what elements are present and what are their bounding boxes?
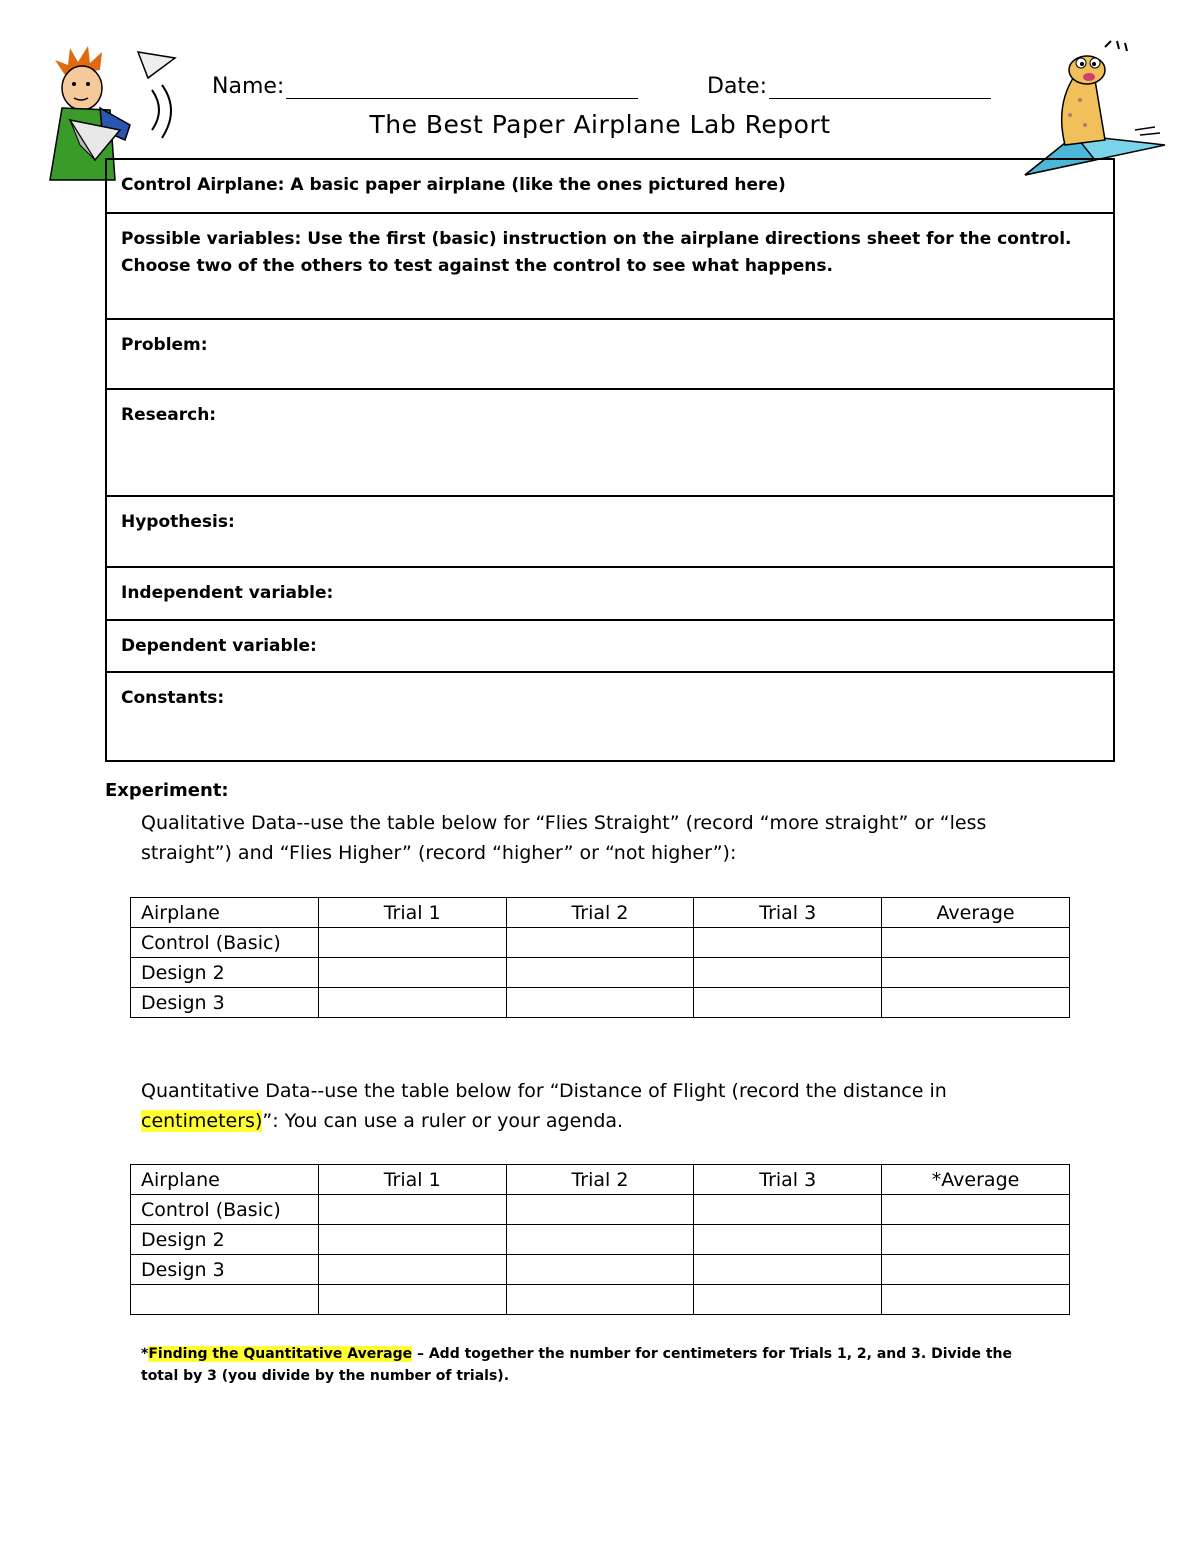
- name-label: Name:: [212, 74, 285, 99]
- row-label: Design 3: [131, 1255, 319, 1285]
- row-label: Design 2: [131, 1225, 319, 1255]
- qualitative-instructions: Qualitative Data--use the table below for “Flies Straight” (record “more straight” or “less straight”) and “Flies Higher” (record “higher” or “not higher”):: [141, 812, 987, 864]
- document-title: The Best Paper Airplane Lab Report: [369, 110, 831, 139]
- table-cell[interactable]: [694, 1225, 882, 1255]
- table-cell[interactable]: [506, 928, 694, 958]
- form-row-hypothesis[interactable]: Hypothesis:: [107, 497, 1113, 568]
- table-cell[interactable]: [882, 1255, 1070, 1285]
- table-cell[interactable]: [318, 1225, 506, 1255]
- table-cell[interactable]: [318, 1195, 506, 1225]
- form-row-dependent-variable[interactable]: Dependent variable:: [107, 621, 1113, 673]
- table-header-cell: Airplane: [131, 1165, 319, 1195]
- table-cell[interactable]: [506, 1195, 694, 1225]
- row-label: Design 3: [131, 988, 319, 1018]
- experiment-heading: Experiment:: [105, 780, 229, 801]
- table-cell[interactable]: [882, 928, 1070, 958]
- form-row-constants[interactable]: Constants:: [121, 688, 225, 708]
- row-label[interactable]: [131, 1285, 319, 1315]
- footnote-highlight: Finding the Quantitative Average: [148, 1346, 413, 1362]
- form-row-problem[interactable]: Problem:: [107, 320, 1113, 390]
- table-cell[interactable]: [318, 988, 506, 1018]
- form-row-possible-variables[interactable]: Possible variables: Use the first (basic) instruction on the airplane directions sheet for the control. Choose two of the others to test against the control to see what happens.: [107, 214, 1113, 320]
- table-cell[interactable]: [506, 1285, 694, 1315]
- row-label: Control (Basic): [131, 1195, 319, 1225]
- table-cell[interactable]: [318, 1255, 506, 1285]
- table-cell[interactable]: [694, 1255, 882, 1285]
- table-cell[interactable]: [318, 1285, 506, 1315]
- name-blank[interactable]: [286, 76, 638, 99]
- table-cell[interactable]: [882, 1225, 1070, 1255]
- row-label: Design 2: [131, 958, 319, 988]
- table-cell[interactable]: [694, 958, 882, 988]
- table-row: [131, 1195, 1070, 1225]
- quantitative-data-table: [130, 1164, 1070, 1315]
- table-header-row: [131, 898, 1070, 928]
- date-blank[interactable]: [769, 76, 991, 99]
- centimeters-highlight: centimeters): [141, 1110, 263, 1132]
- name-field[interactable]: [212, 74, 638, 99]
- table-cell[interactable]: [694, 988, 882, 1018]
- form-row-control-airplane[interactable]: Control Airplane: A basic paper airplane (like the ones pictured here): [107, 160, 1113, 214]
- table-header-row: [131, 1165, 1070, 1195]
- table-cell[interactable]: [882, 1285, 1070, 1315]
- table-row: [131, 928, 1070, 958]
- table-row: [131, 958, 1070, 988]
- table-row: [131, 1225, 1070, 1255]
- average-footnote: *Finding the Quantitative Average – Add together the number for centimeters for Trials 1, 2, and 3. Divide the total by 3 (you divide by the number of trials).: [141, 1346, 1012, 1384]
- table-cell[interactable]: [506, 988, 694, 1018]
- form-row-research[interactable]: Research:: [107, 390, 1113, 497]
- table-header-cell: Trial 2: [506, 1165, 694, 1195]
- form-row-independent-variable[interactable]: Independent variable:: [107, 568, 1113, 621]
- table-header-cell: Trial 3: [694, 898, 882, 928]
- table-header-cell: Trial 1: [318, 898, 506, 928]
- table-cell[interactable]: [318, 958, 506, 988]
- date-field[interactable]: [707, 74, 991, 99]
- table-cell[interactable]: [694, 1195, 882, 1225]
- table-row: [131, 1285, 1070, 1315]
- table-header-cell: Airplane: [131, 898, 319, 928]
- table-cell[interactable]: [506, 958, 694, 988]
- table-cell[interactable]: [882, 958, 1070, 988]
- table-cell[interactable]: [506, 1255, 694, 1285]
- table-cell[interactable]: [506, 1225, 694, 1255]
- table-cell[interactable]: [882, 988, 1070, 1018]
- date-label: Date:: [707, 74, 767, 99]
- table-header-cell: Trial 1: [318, 1165, 506, 1195]
- table-header-cell: *Average: [882, 1165, 1070, 1195]
- table-header-cell: Trial 3: [694, 1165, 882, 1195]
- qualitative-data-table: [130, 897, 1070, 1018]
- table-row: [131, 1255, 1070, 1285]
- table-cell[interactable]: [318, 928, 506, 958]
- quantitative-instructions: Quantitative Data--use the table below for “Distance of Flight (record the distance in centimeters)”: You can use a ruler or your agenda.: [141, 1080, 947, 1132]
- table-cell[interactable]: [694, 928, 882, 958]
- lab-report-form: [105, 158, 1115, 762]
- table-cell[interactable]: [694, 1285, 882, 1315]
- table-header-cell: Average: [882, 898, 1070, 928]
- row-label: Control (Basic): [131, 928, 319, 958]
- table-row: [131, 988, 1070, 1018]
- table-header-cell: Trial 2: [506, 898, 694, 928]
- table-cell[interactable]: [882, 1195, 1070, 1225]
